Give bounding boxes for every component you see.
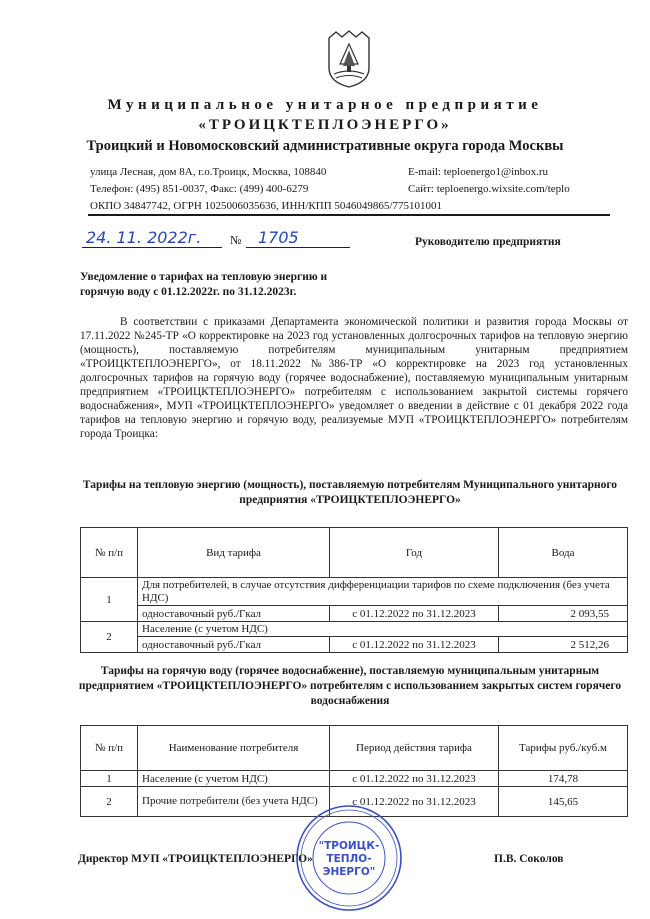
- org-type: Муниципальное унитарное предприятие: [107, 97, 543, 113]
- number-label: №: [230, 233, 242, 247]
- col-header: Вода: [499, 528, 628, 578]
- col-header: № п/п: [81, 726, 138, 771]
- col-header: Год: [330, 528, 499, 578]
- letter-number: 1705: [258, 228, 299, 247]
- address: улица Лесная, дом 8А, г.о.Троицк, Москва, 108840: [90, 166, 327, 178]
- table-header-row: [81, 726, 628, 771]
- col-header: Наименование потребителя: [138, 726, 330, 771]
- org-district: Троицкий и Новомосковский административные округа города Москвы: [86, 138, 564, 154]
- recipient: Руководителю предприятия: [415, 236, 561, 248]
- body-paragraph: В соответствии с приказами Департамента экономической политики и развития города Москвы от 17.11.2022 №245-ТР «О корректировке на 2023 год установленных долгосрочных тарифов на тепловую энергию (мощность), поставляемую потребителям муниципальным унитарным предприятием «ТРОИЦКТЕПЛОЭНЕРГО», от 18.11.2022 №386-ТР «О корректировке на 2023 год установленных долгосрочных тарифов на горячую воду (горячее водоснабжение), поставляемую муниципальным унитарным предприятием «ТРОИЦКТЕПЛОЭНЕРГО» потребителям с использованием закрытой системы горячего водоснабжения», МУП «ТРОИЦКТЕПЛОЭНЕРГО» уведомляет о введении в действие с 01 декабря 2022 года тарифов на тепловую энергию и горячую воду, реализуемые МУП «ТРОИЦКТЕПЛОЭНЕРГО» потребителям города Троицка:: [80, 316, 628, 440]
- email: E-mail: teploenergo1@inbox.ru: [408, 166, 549, 178]
- tariff-kind: одноставочный руб./Гкал: [138, 637, 330, 653]
- letter-date: 24. 11. 2022г.: [86, 228, 202, 247]
- tariff-value: 2 512,26: [499, 637, 628, 653]
- tariff-period: с 01.12.2022 по 31.12.2023: [330, 787, 499, 817]
- tariff-period: с 01.12.2022 по 31.12.2023: [330, 637, 499, 653]
- col-header: № п/п: [81, 528, 138, 578]
- col-header: Вид тарифа: [138, 528, 330, 578]
- table-row: [81, 771, 628, 787]
- table-row: [81, 578, 628, 606]
- subject: [80, 270, 410, 300]
- subject-line-2: горячую воду с 01.12.2022г. по 31.12.2023г.: [80, 286, 297, 298]
- phone: Телефон: (495) 851-0037, Факс: (499) 400-6279: [90, 183, 309, 195]
- table1-heading: Тарифы на тепловую энергию (мощность), поставляемую потребителям Муниципального унитарного предприятия «ТРОИЦКТЕПЛОЭНЕРГО»: [82, 479, 618, 506]
- table-header-row: [81, 528, 628, 578]
- col-header: Тарифы руб./куб.м: [499, 726, 628, 771]
- table2-heading: Тарифы на горячую воду (горячее водоснабжение), поставляемую муниципальным унитарным предприятием «ТРОИЦКТЕПЛОЭНЕРГО» потребителям с использованием закрытых систем горячего водоснабжения: [78, 665, 622, 707]
- signer-name: П.В. Соколов: [494, 853, 564, 865]
- subject-line-1: Уведомление о тарифах на тепловую энергию и: [80, 271, 328, 283]
- tariff-period: с 01.12.2022 по 31.12.2023: [330, 771, 499, 787]
- tariff-period: с 01.12.2022 по 31.12.2023: [330, 606, 499, 622]
- row-number: 2: [81, 622, 138, 653]
- tariff-kind: одноставочный руб./Гкал: [138, 606, 330, 622]
- number-underline: [246, 247, 350, 248]
- row-number: 1: [81, 771, 138, 787]
- row-group: Для потребителей, в случае отсутствия дифференциации тарифов по схеме подключения (без учета НДС): [138, 578, 628, 606]
- seal-line-3: ЭНЕРГО": [322, 866, 376, 878]
- heat-tariff-table: [80, 527, 628, 653]
- date-underline: [82, 247, 222, 248]
- org-name: «ТРОИЦКТЕПЛОЭНЕРГО»: [198, 117, 452, 133]
- seal-line-2: ТЕПЛО-: [326, 853, 372, 865]
- city-emblem-icon: [326, 30, 372, 88]
- table-row: [81, 637, 628, 653]
- consumer-name: Население (с учетом НДС): [138, 771, 330, 787]
- header-divider: [88, 214, 610, 216]
- consumer-name: Прочие потребители (без учета НДС): [138, 787, 330, 817]
- tariff-value: 174,78: [499, 771, 628, 787]
- requisites: ОКПО 34847742, ОГРН 1025006035636, ИНН/КПП 5046049865/775101001: [90, 200, 442, 212]
- signer-position: Директор МУП «ТРОИЦКТЕПЛОЭНЕРГО»: [78, 853, 313, 865]
- table-row: [81, 622, 628, 637]
- website: Сайт: teploenergo.wixsite.com/teplo: [408, 183, 570, 195]
- seal-line-1: "ТРОИЦК-: [318, 840, 380, 852]
- row-group: Население (с учетом НДС): [138, 622, 628, 637]
- row-number: 1: [81, 578, 138, 622]
- tariff-value: 2 093,55: [499, 606, 628, 622]
- col-header: Период действия тарифа: [330, 726, 499, 771]
- row-number: 2: [81, 787, 138, 817]
- tariff-value: 145,65: [499, 787, 628, 817]
- table-row: [81, 606, 628, 622]
